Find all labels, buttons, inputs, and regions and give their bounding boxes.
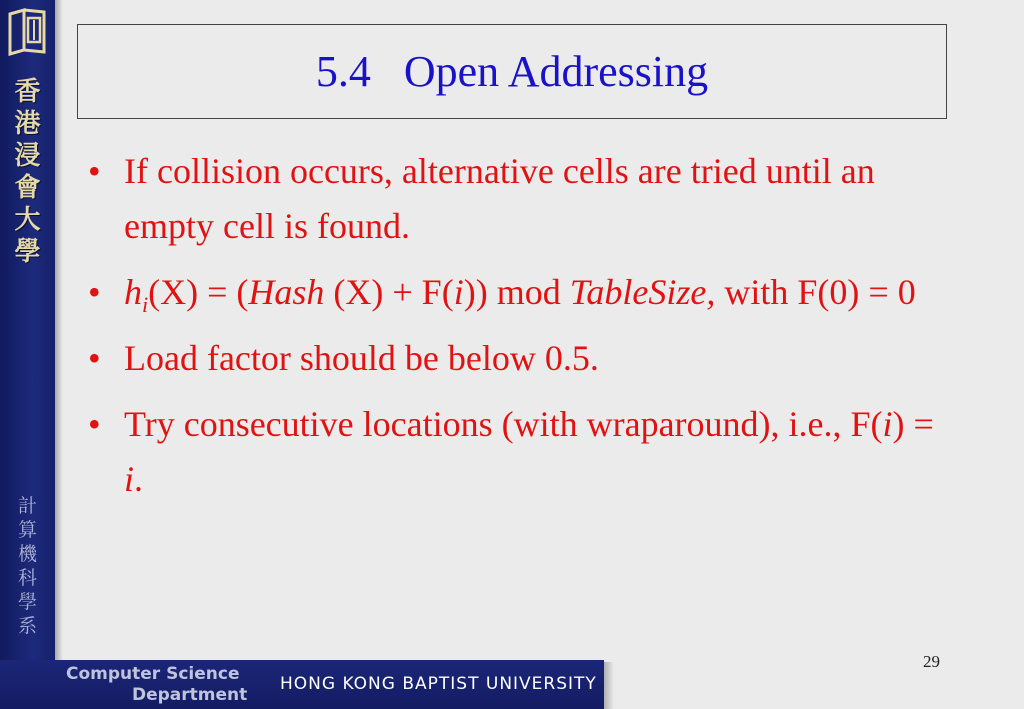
bullet-item [88, 331, 948, 386]
formula-text: (X) + F( [324, 272, 454, 312]
department-line-1: Computer Science [66, 664, 240, 684]
university-name-chinese [0, 76, 55, 268]
department-name-chinese [0, 494, 55, 638]
bullet-item [88, 265, 948, 320]
bullet-text: ) = [892, 404, 934, 444]
department-char: 系 [17, 615, 37, 637]
university-char: 香 [14, 77, 41, 107]
bullet-icon: • [88, 338, 101, 378]
formula-hash: Hash [248, 272, 325, 312]
sidebar-shadow [55, 0, 63, 660]
department-char: 學 [17, 591, 37, 613]
department-char: 計 [17, 495, 37, 517]
department-char: 科 [17, 567, 37, 589]
bullet-text: . [134, 459, 144, 499]
bullet-item [88, 144, 948, 254]
footer-shadow [604, 662, 614, 709]
sidebar [0, 0, 55, 709]
university-char: 浸 [14, 141, 41, 171]
bullet-text: Load factor should be below 0.5. [124, 338, 599, 378]
formula-h: h [124, 272, 142, 312]
department-char: 機 [17, 543, 37, 565]
bullet-list [88, 144, 948, 518]
university-char: 大 [14, 205, 41, 235]
book-logo-icon [6, 6, 48, 56]
department-line-2: Department [132, 685, 248, 705]
slide-title: 5.4 Open Addressing [315, 47, 709, 96]
footer-band [0, 660, 604, 709]
formula-i: i [124, 459, 135, 499]
department-char: 算 [17, 519, 37, 541]
bullet-item [88, 397, 948, 507]
formula-i: i [453, 272, 464, 312]
bullet-icon: • [88, 151, 101, 191]
bullet-icon: • [88, 404, 101, 444]
bullet-text: Try consecutive locations (with wraparound), i.e., F( [124, 404, 883, 444]
university-name: HONG KONG BAPTIST UNIVERSITY [280, 674, 597, 694]
bullet-text: If collision occurs, alternative cells are tried until an empty cell is found. [124, 151, 875, 246]
slide-title-box [77, 24, 947, 119]
formula-i: i [882, 404, 893, 444]
university-char: 學 [14, 237, 41, 267]
university-char: 會 [14, 173, 41, 203]
formula-text: )) mod [463, 272, 570, 312]
department-name [66, 664, 252, 706]
formula-subscript: i [142, 292, 149, 317]
formula-text: with F(0) = 0 [715, 272, 916, 312]
page-number: 29 [923, 652, 940, 671]
university-char: 港 [14, 109, 41, 139]
bullet-icon: • [88, 272, 101, 312]
formula-text: (X) = ( [148, 272, 249, 312]
formula-tablesize: TableSize, [569, 272, 716, 312]
